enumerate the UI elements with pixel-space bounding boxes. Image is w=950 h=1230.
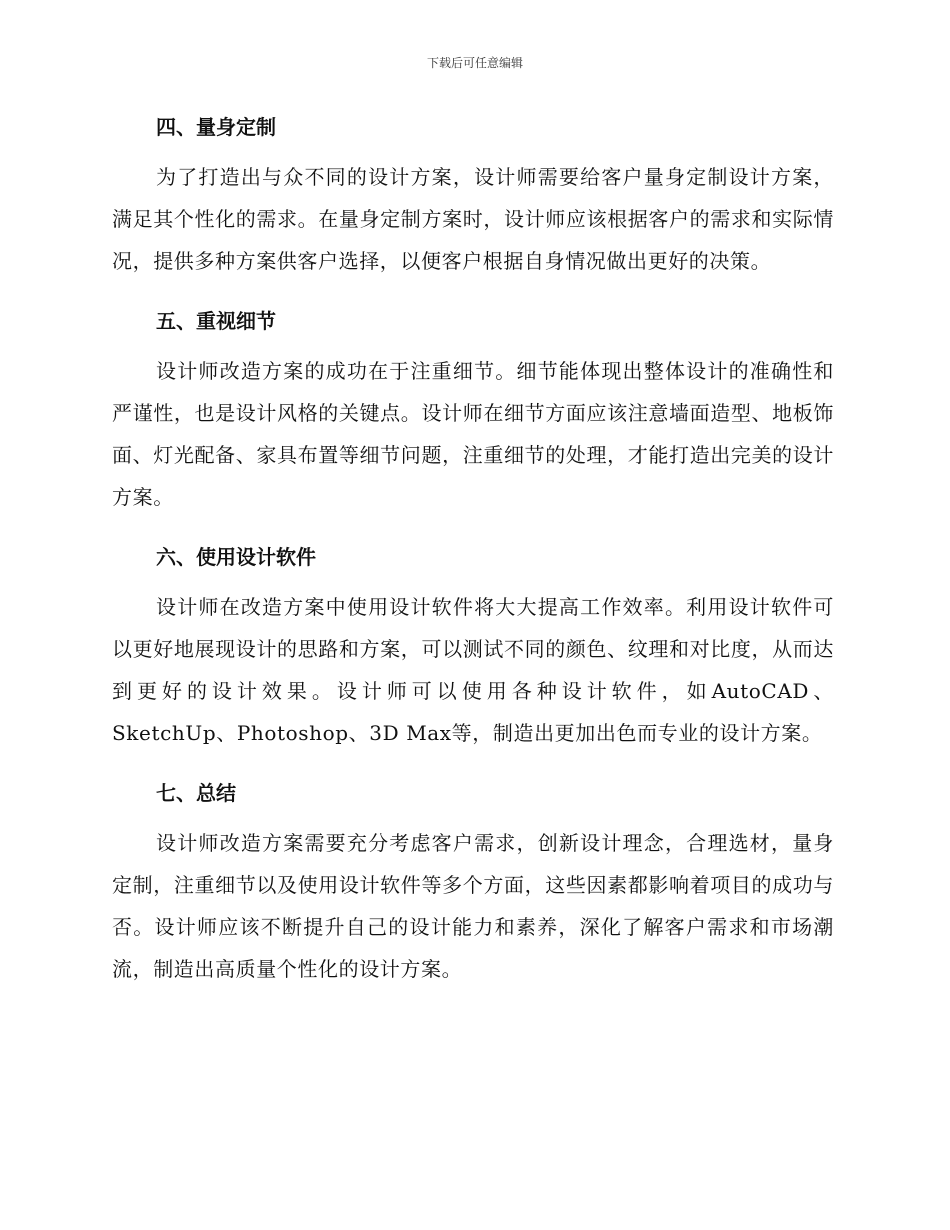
section-heading: 四、量身定制 [156, 115, 276, 139]
section-heading: 七、总结 [156, 781, 236, 805]
section-paragraph: 为了打造出与众不同的设计方案，设计师需要给客户量身定制设计方案，满足其个性化的需求。在量身定制方案时，设计师应该根据客户的需求和实际情况，提供多种方案供客户选择，以便客户根据自身情况做出更好的决策。 [112, 165, 834, 273]
section-heading: 五、重视细节 [156, 309, 276, 333]
page-header: 下载后可任意编辑 [426, 56, 523, 70]
section-paragraph: 设计师改造方案需要充分考虑客户需求，创新设计理念，合理选材，量身定制，注重细节以及使用设计软件等多个方面，这些因素都影响着项目的成功与否。设计师应该不断提升自己的设计能力和素养，深化了解客户需求和市场潮流，制造出高质量个性化的设计方案。 [112, 831, 834, 981]
section-software [112, 536, 834, 754]
section-tailoring [112, 106, 834, 282]
section-heading: 六、使用设计软件 [156, 545, 316, 569]
document-body [112, 106, 834, 1008]
section-details [112, 300, 834, 518]
section-summary [112, 772, 834, 990]
section-paragraph: 设计师改造方案的成功在于注重细节。细节能体现出整体设计的准确性和严谨性，也是设计风格的关键点。设计师在细节方面应该注意墙面造型、地板饰面、灯光配备、家具布置等细节问题，注重细节的处理，才能打造出完美的设计方案。 [112, 359, 834, 509]
section-paragraph: 设计师在改造方案中使用设计软件将大大提高工作效率。利用设计软件可以更好地展现设计的思路和方案，可以测试不同的颜色、纹理和对比度，从而达到更好的设计效果。设计师可以使用各种设计软件，如AutoCAD、SketchUp、Photoshop、3D Max等，制造出更加出色而专业的设计方案。 [112, 595, 834, 745]
